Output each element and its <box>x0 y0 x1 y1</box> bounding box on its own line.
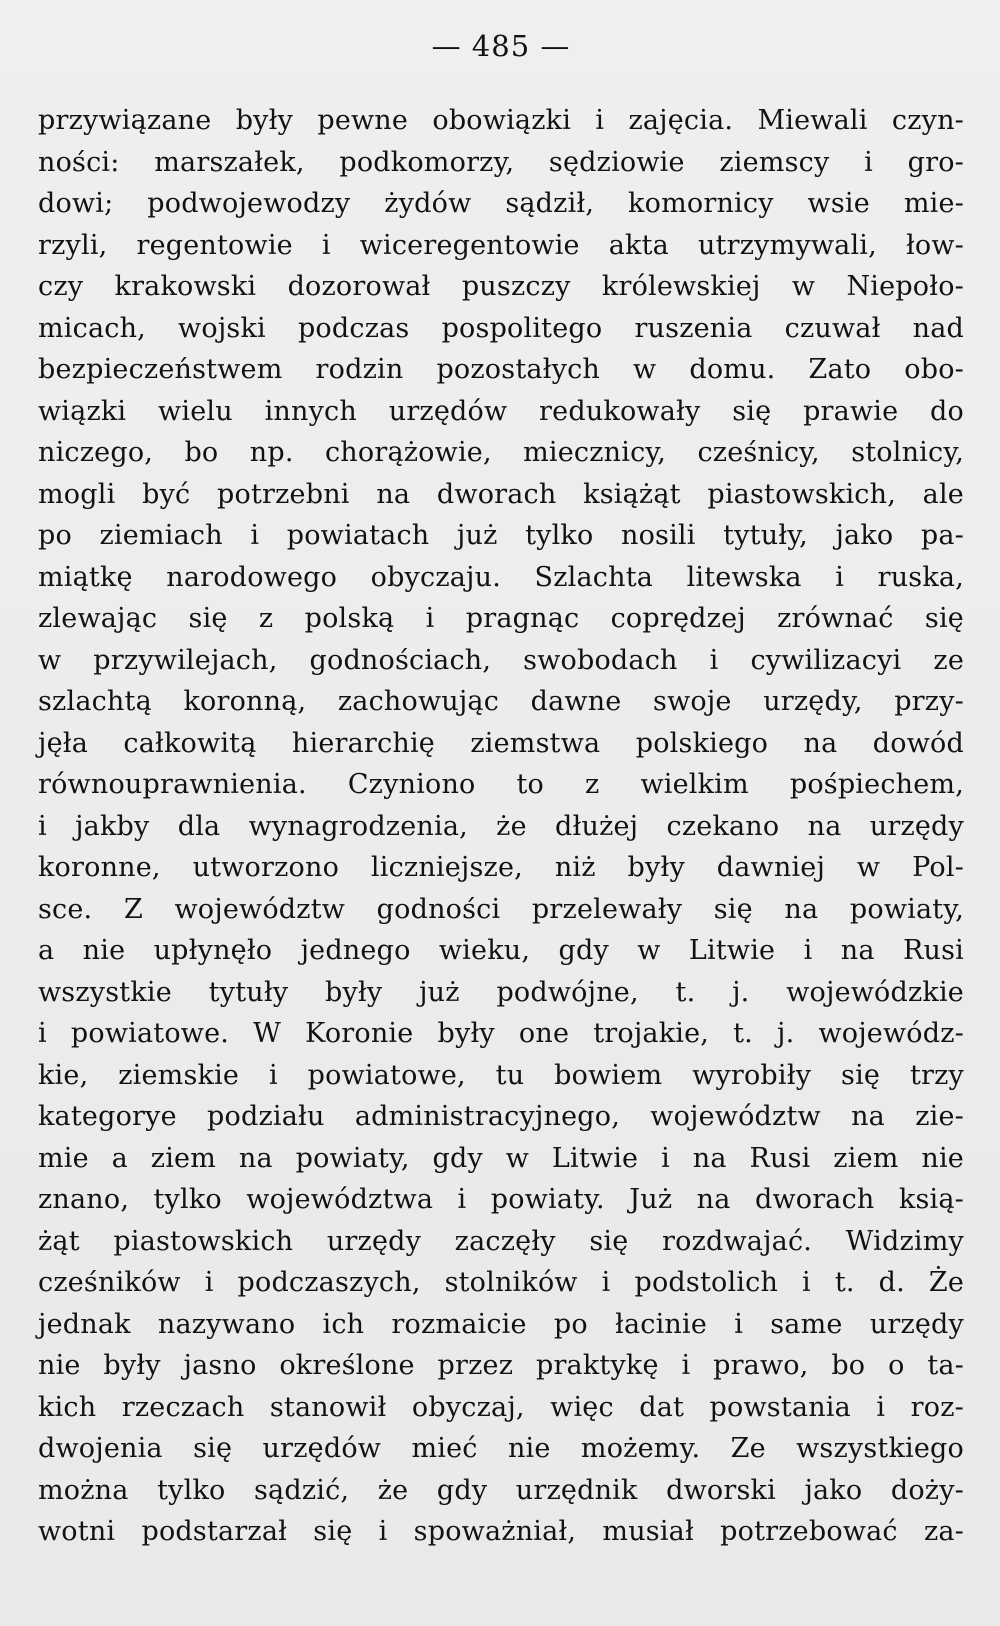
text-line: dowi; podwojewodzy żydów sądził, komornicy wsie mie- <box>38 188 964 219</box>
text-line: po ziemiach i powiatach już tylko nosili tytuły, jako pa- <box>38 520 964 551</box>
page-number: — 485 — <box>431 29 571 63</box>
text-line: jednak nazywano ich rozmaicie po łacinie i same urzędy <box>38 1308 964 1340</box>
text-line: niczego, bo np. chorążowie, miecznicy, cześnicy, stolnicy, <box>38 437 964 468</box>
text-line: mogli być potrzebni na dworach książąt piastowskich, ale <box>38 478 964 510</box>
text-line: kategorye podziału administracyjnego, województw na zie- <box>38 1101 964 1132</box>
text-line: kie, ziemskie i powiatowe, tu bowiem wyrobiły się trzy <box>38 1059 964 1091</box>
text-line: można tylko sądzić, że gdy urzędnik dworski jako doży- <box>38 1474 964 1506</box>
text-line: znano, tylko województwa i powiaty. Już na dworach ksią- <box>38 1184 964 1215</box>
text-line: cześników i podczaszych, stolników i podstolich i t. d. Że <box>38 1267 964 1298</box>
text-line: rzyli, regentowie i wiceregentowie akta utrzymywali, łow- <box>38 229 964 261</box>
text-line: koronne, utworzono liczniejsze, niż były dawniej w Pol- <box>38 852 964 883</box>
text-line: szlachtą koronną, zachowując dawne swoje urzędy, przy- <box>38 686 964 717</box>
text-line: wotni podstarzał się i spoważniał, musiał potrzebować za- <box>38 1516 964 1547</box>
text-line: mie a ziem na powiaty, gdy w Litwie i na Rusi ziem nie <box>38 1142 964 1174</box>
text-line: żąt piastowskich urzędy zaczęły się rozdwajać. Widzimy <box>38 1225 964 1257</box>
text-line: równouprawnienia. Czyniono to z wielkim pośpiechem, <box>38 769 964 800</box>
text-line: ności: marszałek, podkomorzy, sędziowie ziemscy i gro- <box>38 146 964 178</box>
text-line: i jakby dla wynagrodzenia, że dłużej czekano na urzędy <box>38 810 964 842</box>
text-line: kich rzeczach stanowił obyczaj, więc dat powstania i roz- <box>38 1391 964 1423</box>
text-line: w przywilejach, godnościach, swobodach i cywilizacyi ze <box>38 644 964 676</box>
text-line: przywiązane były pewne obowiązki i zajęcia. Miewali czyn- <box>38 105 964 136</box>
text-line: micach, wojski podczas pospolitego ruszenia czuwał nad <box>38 312 964 344</box>
text-line: miątkę narodowego obyczaju. Szlachta litewska i ruska, <box>38 561 964 593</box>
text-line: zlewając się z polską i pragnąc coprędzej zrównać się <box>38 603 964 634</box>
text-line: czy krakowski dozorował puszczy królewskiej w Niepoło- <box>38 271 964 302</box>
text-line: wiązki wielu innych urzędów redukowały się prawie do <box>38 395 964 427</box>
page-header <box>38 0 964 96</box>
text-line: i powiatowe. W Koronie były one trojakie, t. j. wojewódz- <box>38 1018 964 1049</box>
text-line: dwojenia się urzędów mieć nie możemy. Ze wszystkiego <box>38 1433 964 1464</box>
text-line: wszystkie tytuły były już podwójne, t. j. wojewódzkie <box>38 976 964 1008</box>
text-line: jęła całkowitą hierarchię ziemstwa polskiego na dowód <box>38 727 964 759</box>
body-text <box>38 100 964 1553</box>
text-line: a nie upłynęło jednego wieku, gdy w Litwie i na Rusi <box>38 935 964 966</box>
text-line: bezpieczeństwem rodzin pozostałych w domu. Zato obo- <box>38 354 964 385</box>
text-line: nie były jasno określone przez praktykę i prawo, bo o ta- <box>38 1350 964 1381</box>
text-line: sce. Z województw godności przelewały się na powiaty, <box>38 893 964 925</box>
